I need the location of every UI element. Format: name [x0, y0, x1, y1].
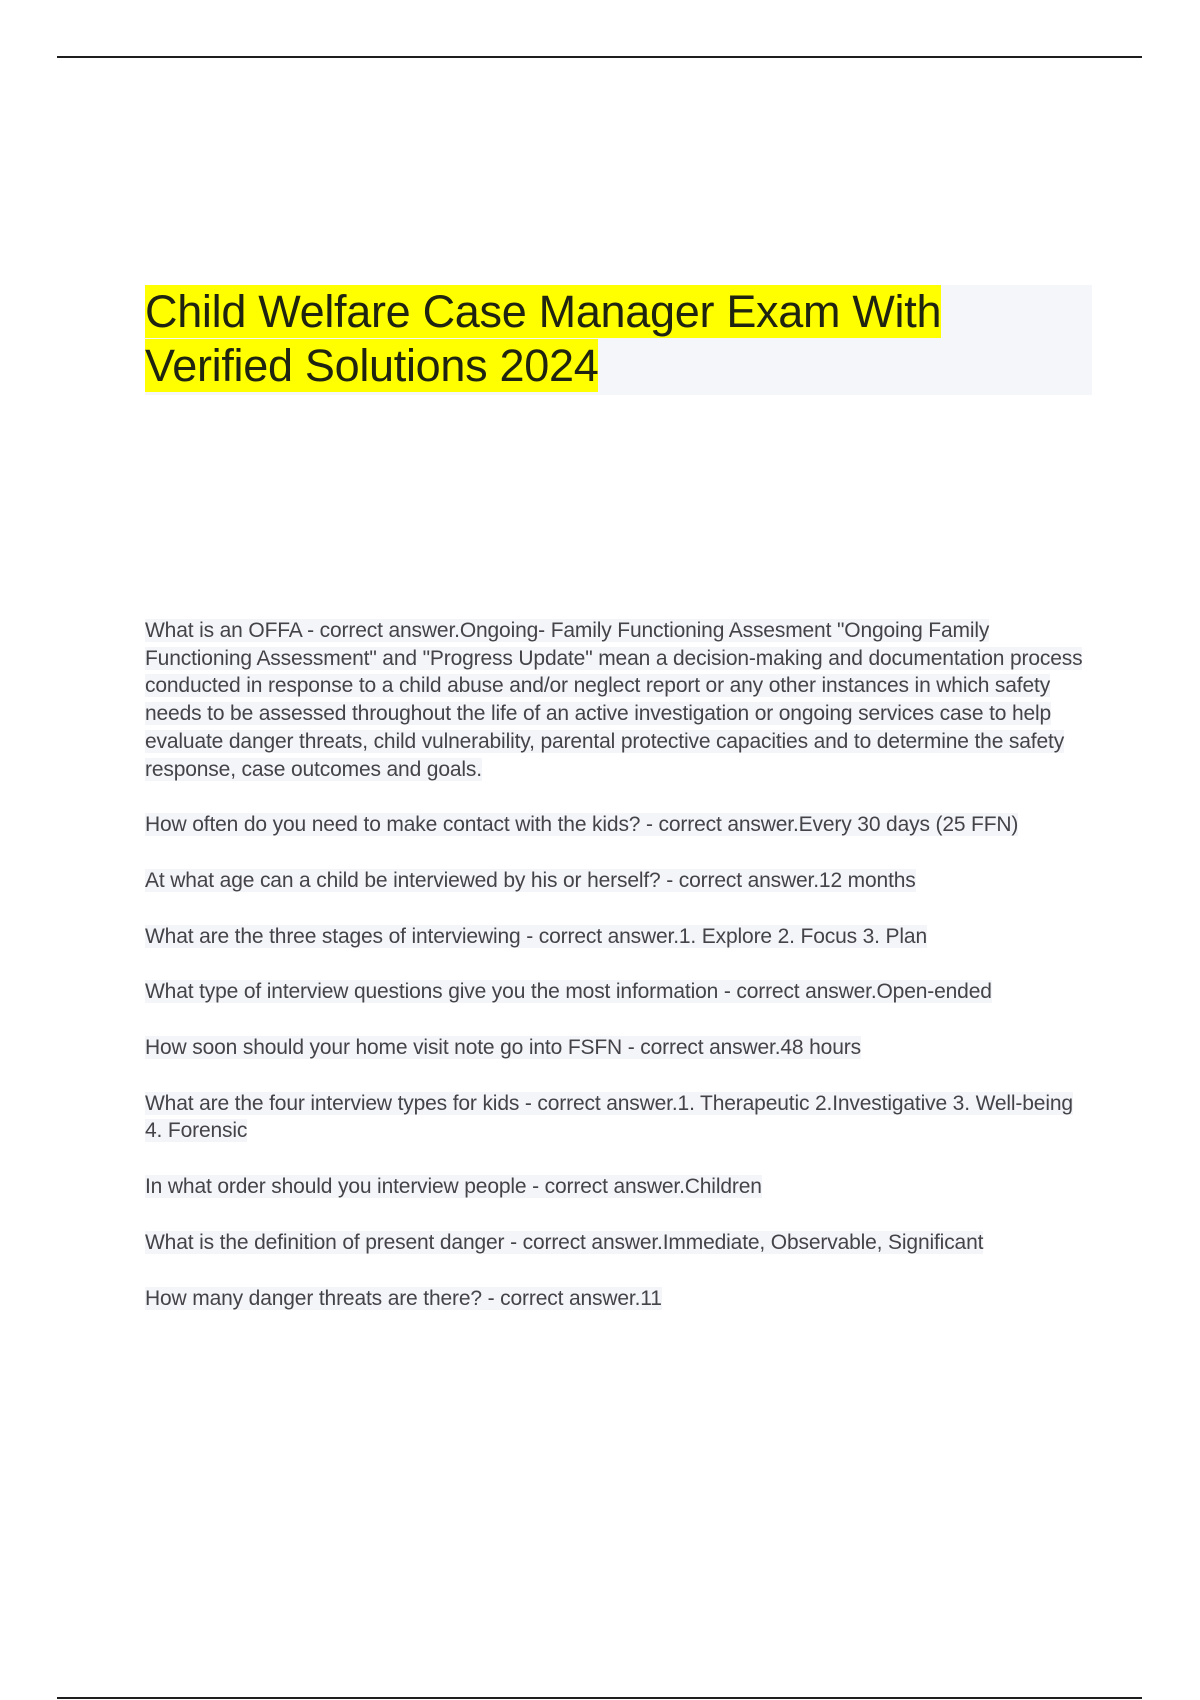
qa-list — [145, 617, 1090, 1340]
qa-item — [145, 811, 1090, 839]
title-block — [145, 285, 1092, 395]
qa-item — [145, 978, 1090, 1006]
qa-item — [145, 1229, 1090, 1257]
qa-text: What is an OFFA - correct answer.Ongoing- Family Functioning Assesment "Ongoing Family Functioning Assessment" and "Progress Update" mean a decision-making and documentation process conducted in response to a child abuse and/or neglect report or any other instances in which safety needs to be assessed throughout the life of an active investigation or ongoing services case to help evaluate danger threats, child vulnerability, parental protective capacities and to determine the safety response, case outcomes and goals. — [145, 619, 1083, 781]
qa-item — [145, 1285, 1090, 1313]
qa-text: What type of interview questions give you the most information - correct answer.Open-ended — [145, 980, 992, 1004]
qa-text: At what age can a child be interviewed by his or herself? - correct answer.12 months — [145, 868, 916, 892]
qa-item — [145, 1173, 1090, 1201]
footer-rule — [57, 1697, 1142, 1699]
qa-text: How many danger threats are there? - correct answer.11 — [145, 1286, 662, 1310]
qa-item — [145, 617, 1090, 783]
title-highlight: Child Welfare Case Manager Exam With Verified Solutions 2024 — [145, 286, 942, 391]
qa-text: How soon should your home visit note go into FSFN - correct answer.48 hours — [145, 1036, 861, 1060]
header-rule — [57, 56, 1142, 58]
qa-item — [145, 867, 1090, 895]
qa-text: How often do you need to make contact with the kids? - correct answer.Every 30 days (25 FFN) — [145, 813, 1019, 837]
qa-text: What are the three stages of interviewing - correct answer.1. Explore 2. Focus 3. Plan — [145, 924, 927, 948]
qa-text: In what order should you interview people - correct answer.Children — [145, 1175, 762, 1199]
document-title — [145, 285, 1092, 393]
qa-text: What are the four interview types for kids - correct answer.1. Therapeutic 2.Investigative 3. Well-being 4. Forensic — [145, 1091, 1073, 1143]
qa-item — [145, 1090, 1090, 1145]
qa-text: What is the definition of present danger - correct answer.Immediate, Observable, Significant — [145, 1230, 984, 1254]
qa-item — [145, 923, 1090, 951]
qa-item — [145, 1034, 1090, 1062]
